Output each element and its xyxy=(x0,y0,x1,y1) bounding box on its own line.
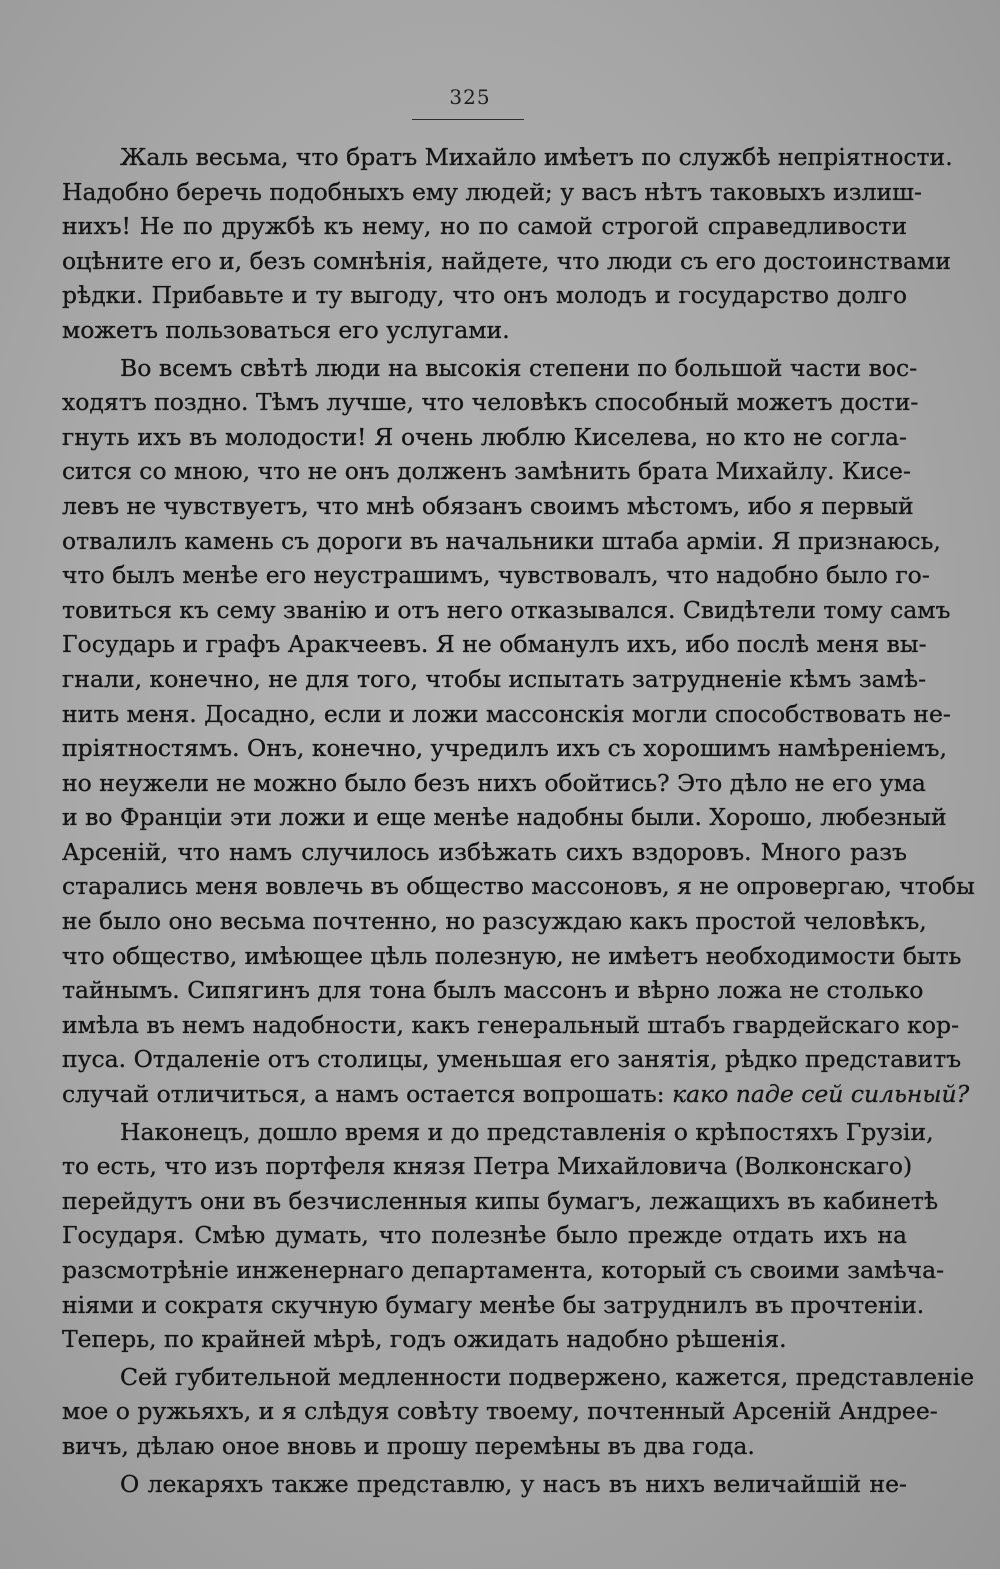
text-line: Наконецъ, дошло время и до представленія о крѣпостяхъ Грузіи, xyxy=(120,1117,934,1146)
text-line: ніями и сократя скучную бумагу менѣе бы затруднилъ въ прочтеніи. xyxy=(62,1290,925,1319)
text-line: сится со мною, что не онъ долженъ замѣнить брата Михайлу. Кисе- xyxy=(62,457,911,486)
text-line: но неужели не можно было безъ нихъ обойтись? Это дѣло не его ума xyxy=(62,768,926,797)
text-line: то есть, что изъ портфеля князя Петра Михайловича (Волконскаго) xyxy=(62,1152,913,1181)
text-line: что былъ менѣе его неустрашимъ, чувствовалъ, что надобно было го- xyxy=(62,561,930,590)
text-line: разсмотрѣніе инженернаго департамента, который съ своими замѣча- xyxy=(62,1256,945,1284)
text-line: пріятностямъ. Онъ, конечно, учредилъ ихъ съ хорошимъ намѣреніемъ, xyxy=(62,734,947,763)
page-number: 325 xyxy=(449,85,491,109)
text-line: нихъ! Не по дружбѣ къ нему, но по самой строгой справедливости xyxy=(62,212,907,241)
text-line: имѣла въ немъ надобности, какъ генеральный штабъ гвардейскаго кор- xyxy=(62,1010,960,1039)
text-line: перейдутъ они въ безчисленныя кипы бумагъ, лежащихъ въ кабинетѣ xyxy=(62,1186,939,1215)
text-line: оцѣните его и, безъ сомнѣнія, найдете, что люди съ его достоинствами xyxy=(62,246,951,275)
text-line: мое о ружьяхъ, и я слѣдуя совѣту твоему, почтенный Арсеній Андрее- xyxy=(62,1397,938,1426)
text-line: пуса. Отдаленіе отъ столицы, уменьшая его занятія, рѣдко представитъ xyxy=(62,1045,962,1074)
text-line: старались меня вовлечь въ общество массоновъ, я не опровергаю, чтобы xyxy=(62,872,975,901)
text-body xyxy=(62,140,975,1501)
text-line: Во всемъ свѣтѣ люди на высокія степени по большой части вос- xyxy=(120,353,918,382)
text-line: отвалилъ камень съ дороги въ начальники штаба арміи. Я признаюсь, xyxy=(62,526,941,555)
text-line: товиться къ сему званію и отъ него отказывался. Свидѣтели тому самъ xyxy=(62,595,951,624)
text-line: Государь и графъ Аракчеевъ. Я не обманулъ ихъ, ибо послѣ меня вы- xyxy=(62,630,927,659)
italic-quote: како паде сей сильный? xyxy=(672,1080,970,1109)
text-line: вичъ, дѣлаю оное вновь и прошу перемѣны въ два года. xyxy=(62,1431,755,1460)
text-line-with-quote xyxy=(62,1077,970,1112)
text-line: ходятъ поздно. Тѣмъ лучше, что человѣкъ способный можетъ дости- xyxy=(62,388,919,417)
text-line: левъ не чувствуетъ, что мнѣ обязанъ своимъ мѣстомъ, ибо я первый xyxy=(62,491,914,520)
text-line: Сей губительной медленности подвержено, кажется, представленіе xyxy=(120,1362,975,1391)
text-line: Жаль весьма, что братъ Михайло имѣетъ по службѣ непріятности. xyxy=(120,143,953,171)
text-line: нить меня. Досадно, если и ложи массонскія могли способствовать не- xyxy=(62,699,951,728)
text-line: Государя. Смѣю думать, что полезнѣе было прежде отдать ихъ на xyxy=(62,1221,907,1250)
text-line: не было оно весьма почтенно, но разсуждаю какъ простой человѣкъ, xyxy=(62,907,927,936)
text-line: можетъ пользоваться его услугами. xyxy=(62,315,510,344)
text-span: случай отличиться, а намъ остается вопрошать: xyxy=(62,1080,665,1109)
text-line: гнуть ихъ въ молодости! Я очень люблю Киселева, но кто не согла- xyxy=(62,422,907,451)
text-line: Надобно беречь подобныхъ ему людей; у васъ нѣтъ таковыхъ излиш- xyxy=(62,177,922,206)
text-line: что общество, имѣющее цѣль полезную, не имѣетъ необходимости быть xyxy=(62,941,962,970)
text-line: тайнымъ. Сипягинъ для тона былъ массонъ и вѣрно ложа не столько xyxy=(62,976,924,1005)
page-number-rule xyxy=(412,119,524,120)
text-line: Теперь, по крайней мѣрѣ, годъ ожидать надобно рѣшенія. xyxy=(62,1325,787,1354)
text-line: рѣдки. Прибавьте и ту выгоду, что онъ молодъ и государство долго xyxy=(62,281,907,310)
text-line: и во Франціи эти ложи и еще менѣе надобны были. Хорошо, любезный xyxy=(62,803,947,832)
text-line: гнали, конечно, не для того, чтобы испытать затрудненіе кѣмъ замѣ- xyxy=(62,664,927,693)
text-line: Арсеній, что намъ случилось избѣжать сихъ вздоровъ. Много разъ xyxy=(62,837,907,866)
text-line: О лекаряхъ также представлю, у насъ въ нихъ величайшій не- xyxy=(120,1469,907,1498)
